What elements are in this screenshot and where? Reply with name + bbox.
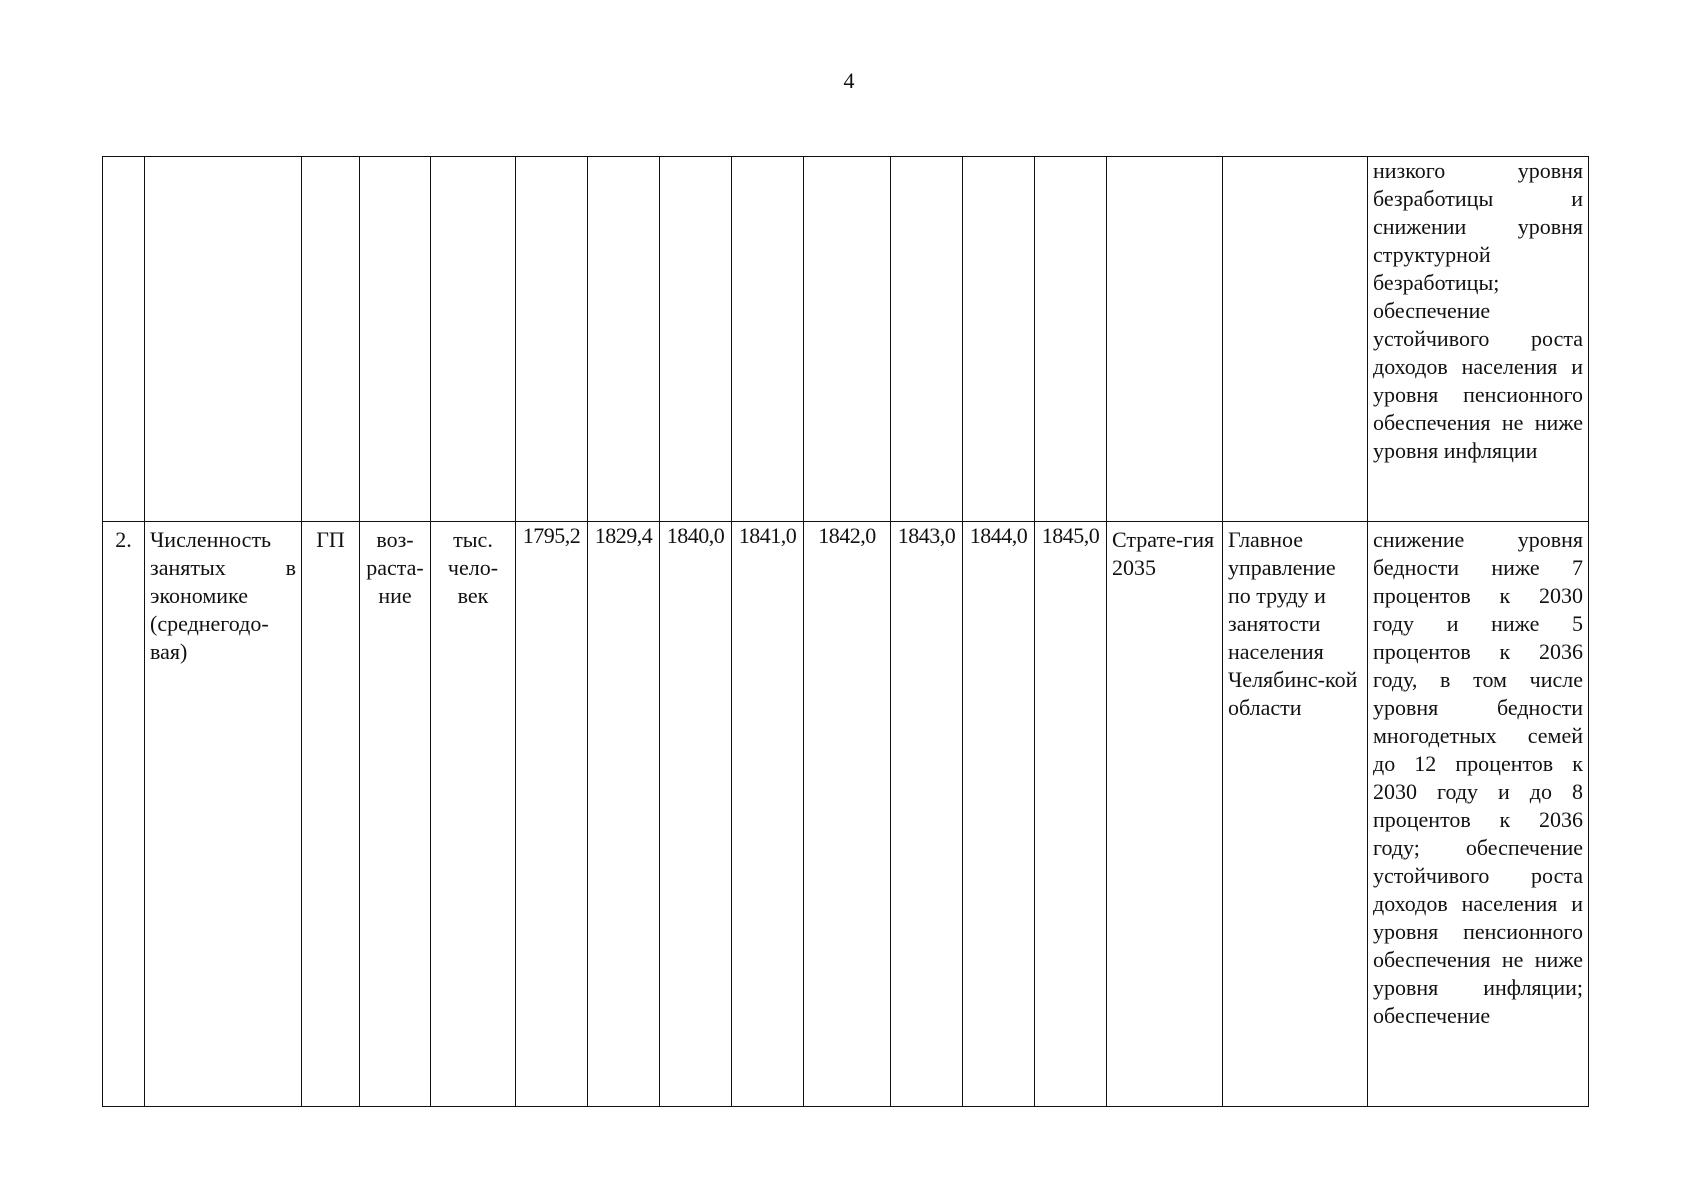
table-row-2: [103, 522, 1589, 1107]
cell-value-4: 1841,0: [732, 522, 804, 1107]
cell-goal-text: низкого уровня безработицы и снижении уровня структурной безработицы; обеспечение устойчивого роста доходов населения и уровня пенсионного обеспечения не ниже уровня инфляции: [1368, 157, 1589, 522]
cell-responsible: Главное управление по труду и занятости населения Челябинс-кой области: [1223, 522, 1368, 1107]
cell-value-5: 1842,0: [804, 522, 891, 1107]
cell-number: 2.: [103, 522, 145, 1107]
cell-value-8: 1845,0: [1035, 522, 1107, 1107]
cell-value-2: 1829,4: [588, 522, 660, 1107]
cell-value: [660, 157, 732, 522]
cell-source: Страте-гия 2035: [1107, 522, 1223, 1107]
cell-trend: [360, 157, 431, 522]
cell-value: [732, 157, 804, 522]
cell-value-1: 1795,2: [516, 522, 588, 1107]
cell-type: [302, 157, 360, 522]
table-row-continuation: [103, 157, 1589, 522]
cell-value-6: 1843,0: [891, 522, 963, 1107]
cell-indicator: [145, 157, 302, 522]
cell-type: ГП: [302, 522, 360, 1107]
cell-unit: тыс. чело-век: [431, 522, 516, 1107]
cell-value-3: 1840,0: [660, 522, 732, 1107]
cell-number: [103, 157, 145, 522]
cell-value: [804, 157, 891, 522]
cell-value: [516, 157, 588, 522]
page-number: 4: [843, 68, 855, 93]
cell-unit: [431, 157, 516, 522]
cell-value: [963, 157, 1035, 522]
cell-value: [588, 157, 660, 522]
cell-value: [891, 157, 963, 522]
cell-responsible: [1223, 157, 1368, 522]
cell-goal-text: снижение уровня бедности ниже 7 процентов к 2030 году и ниже 5 процентов к 2036 году, в том числе уровня бедности многодетных семей до 12 процентов к 2030 году и до 8 процентов к 2036 году; обеспечение устойчивого роста доходов населения и уровня пенсионного обеспечения не ниже уровня инфляции; обеспечение: [1368, 522, 1589, 1107]
cell-value-7: 1844,0: [963, 522, 1035, 1107]
cell-indicator: Численность занятых в экономике (среднегодо-вая): [145, 522, 302, 1107]
cell-value: [1035, 157, 1107, 522]
cell-source: [1107, 157, 1223, 522]
indicators-table: [102, 156, 1589, 1107]
cell-trend: воз-раста-ние: [360, 522, 431, 1107]
